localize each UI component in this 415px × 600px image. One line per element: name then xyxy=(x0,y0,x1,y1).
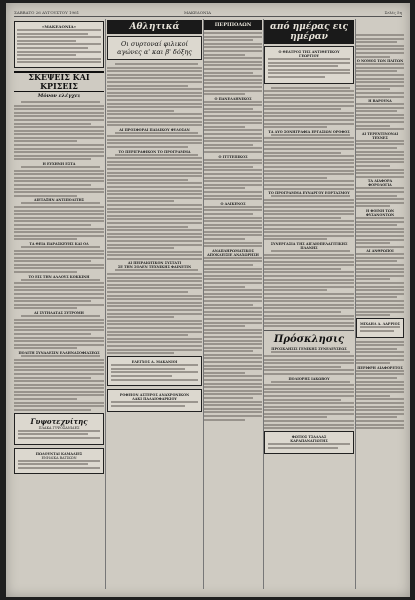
ad-box xyxy=(356,318,404,337)
ad-box xyxy=(107,356,202,386)
subhead: Ο ΙΤΤΤΕΠΙΚΟΣ xyxy=(218,154,248,159)
ad-title: ΡΟΦΕΙΟΝ ΑΣΤΕΡΟΣ ΑΝΑΧΡΟΝΙΚΟΝ xyxy=(119,393,190,398)
section-title: ΣΚΕΨΕΙΣ ΚΑΙ ΚΡΙΣΕΙΣ xyxy=(14,71,104,92)
subhead: ΔΙ ΑΝΘΡΩΠΟΙ xyxy=(366,249,394,254)
subhead: ΤΟ ΠΕΡΙΓΡΑΦΙΚΟΝ ΤΟ ΠΡΟΓΡΑΜΜΑ xyxy=(118,149,191,154)
subhead: ΤΑ ΔΥΟ ΣΟΝΗΓΡΑΦΙΑ ΕΡΓΑΣΙΩΝ ΟΡΟΦΟΣ xyxy=(268,129,350,134)
paper-name: ΜΑΚΕΔΟΝΙΑ xyxy=(184,10,212,15)
feature-box xyxy=(264,46,354,84)
daily-banner: από ημέρας εις ημέραν xyxy=(264,20,354,44)
notice-signature: ΠΟΛΙΟΡΗΣ ΙΑΚΩΒΟΥ xyxy=(288,376,330,381)
ad-title: ΦΩΤΙΟΣ ΤΣΑΛΛΑΣ xyxy=(291,435,327,440)
ad-box xyxy=(14,448,104,475)
ad-box xyxy=(14,413,104,445)
ad-title: Γυψοτεχνίτης xyxy=(30,416,88,426)
subhead: ΤΟ ΕΙΣ ΤΗΝ ΑΛΛΟΥΣ ΚΟΚΚΙΝΗ xyxy=(28,274,90,279)
subhead: ΣΥΝΕΡΓΑΣΙΑ ΤΗΣ ΑΙΓΑΙΟΠΕΛΑΓΙΤΙΚΗΣ ΠΛΑΝΗΣ xyxy=(270,241,348,250)
subhead: ΤΑ ΔΙΑΦΟΡΑ ΦΟΡΟΛΟΓΙΑ xyxy=(367,179,393,188)
sports-banner: Αθλητικά xyxy=(107,20,202,34)
newspaper-page xyxy=(6,3,410,597)
ad-title: ΜΙΧΑΗΛ Δ. ΛΑΡΡΙΟΣ xyxy=(360,322,400,327)
sports-headline: Οι συρτοναί φιλικοί αγώνες α' και β' δόξης xyxy=(107,36,202,60)
date-line: ΣΑΒΒΑΤΟ 26 ΑΥΓΟΥΣΤΟΥ 1961 xyxy=(14,10,80,15)
notice-subtitle: ΠΡΟΣΚΛΗΣΙΣ ΓΕΝΙΚΗΣ ΣΥΝΕΛΕΥΣΕΩΣ xyxy=(271,347,347,352)
subhead: Η ΦΟΙΝΗ ΤΩΝ ΦΥΣΑΝΟΝΤΩΝ xyxy=(365,208,395,217)
ad-text: ΠΛΑΚΑ ΓΥΨΟΣΑΝΙΔΕΣ xyxy=(38,425,80,430)
column-header: ΠΕΡΙΠΟΛΩΝ xyxy=(204,20,262,30)
subhead: ΑΙ ΠΕΙΡΑΙΩΤΙΚΟΝ ΣΥΣΤΑΤΙ xyxy=(127,261,182,266)
section-subtitle: Μόνον ελέγχει xyxy=(37,92,81,99)
masthead-box xyxy=(14,21,104,68)
ad-box xyxy=(264,431,354,454)
subhead: ΑΝΑΠΛΗΡΩΜΑΤΙΚΟΣ ΑΠΟΚΛΕΙΣΙΕ ΑΝΑΧΩΡΗΣΗ xyxy=(207,248,259,257)
ad-title: ΠΩΛΟΥΝΤΑΙ ΚΑΜΑΛΙΕΣ xyxy=(35,451,83,456)
ad-text: ΕΝΗΛΙΚΑ ΒΑΤΙΚΩΝ xyxy=(41,455,77,460)
masthead-title: «ΜΑΚΕΔΟΝΙΑ» xyxy=(41,24,77,29)
page-number: Σελίς 5η xyxy=(384,10,402,15)
subhead: ΤΟ ΠΡΟΓΡΑΜΜΑ ΕΥΝΑΡΓΟΥ ΕΟΡΤΑΣΜΟΥ xyxy=(268,191,350,196)
ad-subtitle: ΛΑΚΙ ΠΑΛΑΙΟΦΑΡΚΙΟΥ xyxy=(132,397,177,402)
column-3 xyxy=(204,19,262,591)
subhead: ΤΑ ΘΕΙΑ ΠΑΡΑΣΚΕΥΗΣ ΚΑΙ ΟΛ xyxy=(29,241,89,246)
ad-title: ΕΛΕΓΧΟΣ Α. ΜΑΚΑΝΙΟΙ xyxy=(131,360,178,365)
subhead: ΔΙΕΤΑΞΗΝ ΑΝΤΙΠΟΛΙΤΗΣ xyxy=(33,198,85,203)
column-4 xyxy=(264,19,354,591)
page-header xyxy=(14,10,402,17)
subhead: Ο ΑΛΙΚΕΝΟΣ xyxy=(220,201,246,206)
feature-title: Ο ΘΕΑΤΡΟΣ ΤΗΣ ΑΝΤΙΘΕΤΙΚΟΥ ΓΕΩΡΓΙΟΥ xyxy=(278,50,340,58)
notice-title: Πρόσκλησις xyxy=(273,334,345,346)
column-5 xyxy=(356,19,404,591)
subhead: ΠΟΛΙΤΗ ΣΥΝΑΔΕΣΙΝ ΕΛΛΗΝΑΣΟΦΙΑΣΕΩΣ xyxy=(18,350,100,355)
subhead: Η ΒΑΡΟΥΝΑ xyxy=(368,99,392,104)
subhead: ΣΕ ΤΗΝ ΣΟΛΕΝ ΤΕΧΝΙΚΗΣ ΦΑΙΝΕΤΙΝ xyxy=(117,265,192,270)
subhead: Ο ΝΟΜΟΣ ΤΩΝ ΠΛΙΤΩΝ xyxy=(356,59,404,64)
subhead: ΑΙ ΤΕΡΕΝΤΙΝΟΝΑΙ ΤΕΧΝΕΣ xyxy=(361,131,399,140)
column-rule xyxy=(105,19,106,589)
subhead: Η ΕΥΧΗΝΗ ΕΣΤΑ xyxy=(42,162,76,167)
column-1 xyxy=(14,19,104,591)
column-2 xyxy=(107,19,202,591)
subhead: ΠΕΡΙΦΡΗ ΔΙΑΦΟΡΕΤΟΣ xyxy=(357,365,403,370)
ad-subtitle: ΚΑΡΑΠΑΝΑΓΙΩΤΗΣ xyxy=(290,439,328,444)
ad-box xyxy=(107,389,202,412)
subhead: Ο ΠΑΝΕΛΛΗΝΙΚΟΣ xyxy=(214,96,252,101)
subhead: ΑΙ ΣΥΤΗΛΑΤΑΣ ΣΥΤΡΟΜΗ xyxy=(34,311,84,315)
subhead: ΑΙ ΠΡΟΣΦΟΡΑΙ ΠΑΙΔΙΚΟΥ ΦΥΛΟΣΑΝ xyxy=(119,127,190,132)
